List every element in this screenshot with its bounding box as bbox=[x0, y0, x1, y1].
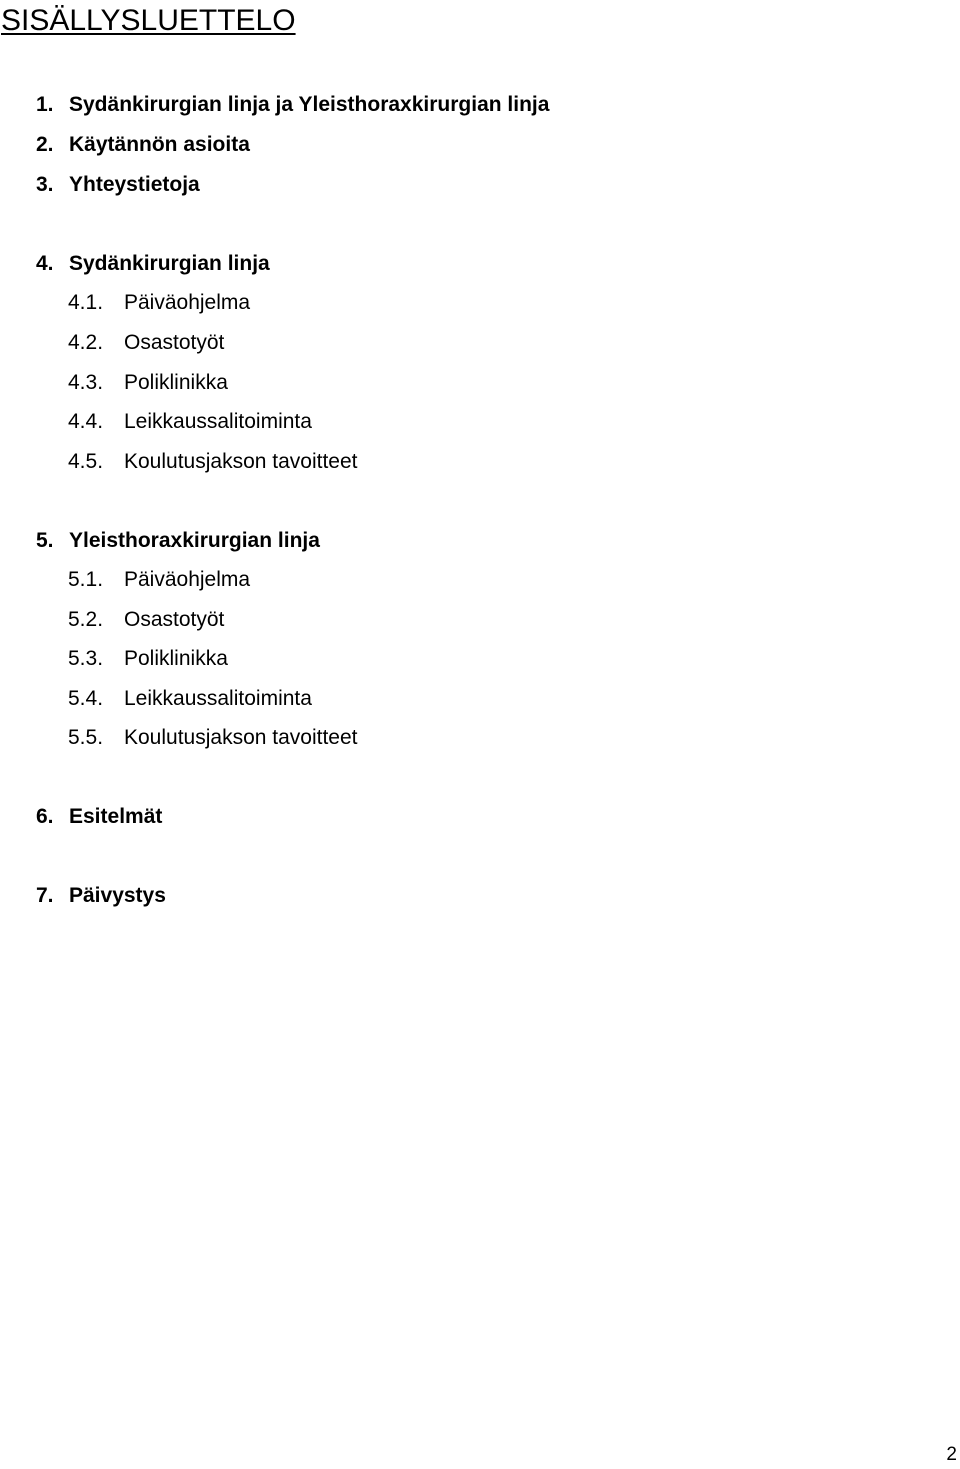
toc-entry-label: Osastotyöt bbox=[124, 608, 225, 631]
toc-entry-number: 5. bbox=[36, 529, 54, 552]
toc-entry-label: Osastotyöt bbox=[124, 331, 225, 354]
toc-entry-number: 4.2. bbox=[68, 331, 104, 354]
toc-entry-label: Päiväohjelma bbox=[124, 568, 251, 591]
toc-entry-number: 3. bbox=[36, 173, 54, 196]
toc-entry-label: Esitelmät bbox=[69, 805, 163, 828]
toc-entry-label: Päiväohjelma bbox=[124, 291, 251, 314]
toc-entry-label: Leikkaussalitoiminta bbox=[124, 410, 312, 433]
toc-entry-number: 5.3. bbox=[68, 647, 104, 670]
toc-entry-number: 5.2. bbox=[68, 608, 104, 631]
toc-entry-label: Koulutusjakson tavoitteet bbox=[124, 726, 358, 749]
toc-entry-label: Yhteystietoja bbox=[69, 173, 200, 196]
toc-entry-label: Koulutusjakson tavoitteet bbox=[124, 450, 358, 473]
toc-entry-number: 5.1. bbox=[68, 568, 104, 591]
toc-entry-number: 1. bbox=[36, 93, 54, 116]
toc-entry-label: Sydänkirurgian linja bbox=[69, 252, 270, 275]
toc-entry-number: 4.3. bbox=[68, 371, 104, 394]
toc-entry-label: Leikkaussalitoiminta bbox=[124, 687, 312, 710]
toc-entry-label: Päivystys bbox=[69, 884, 166, 907]
toc-entry-number: 2. bbox=[36, 133, 54, 156]
toc-entry-label: Käytännön asioita bbox=[69, 133, 250, 156]
toc-entry-number: 4.5. bbox=[68, 450, 104, 473]
toc-entry-number: 4.1. bbox=[68, 291, 104, 314]
page-title: SISÄLLYSLUETTELO bbox=[1, 4, 296, 37]
page-number: 2 bbox=[946, 1444, 957, 1465]
toc-entry-label: Poliklinikka bbox=[124, 647, 228, 670]
toc-entry-number: 5.5. bbox=[68, 726, 104, 749]
toc-entry-number: 6. bbox=[36, 805, 54, 828]
toc-entry-number: 4.4. bbox=[68, 410, 104, 433]
toc-entry-label: Yleisthoraxkirurgian linja bbox=[69, 529, 320, 552]
toc-entry-label: Poliklinikka bbox=[124, 371, 228, 394]
toc-entry-number: 7. bbox=[36, 884, 54, 907]
toc-entry-number: 5.4. bbox=[68, 687, 104, 710]
toc-entry-number: 4. bbox=[36, 252, 54, 275]
toc-entry-label: Sydänkirurgian linja ja Yleisthoraxkirurgian linja bbox=[69, 93, 550, 116]
